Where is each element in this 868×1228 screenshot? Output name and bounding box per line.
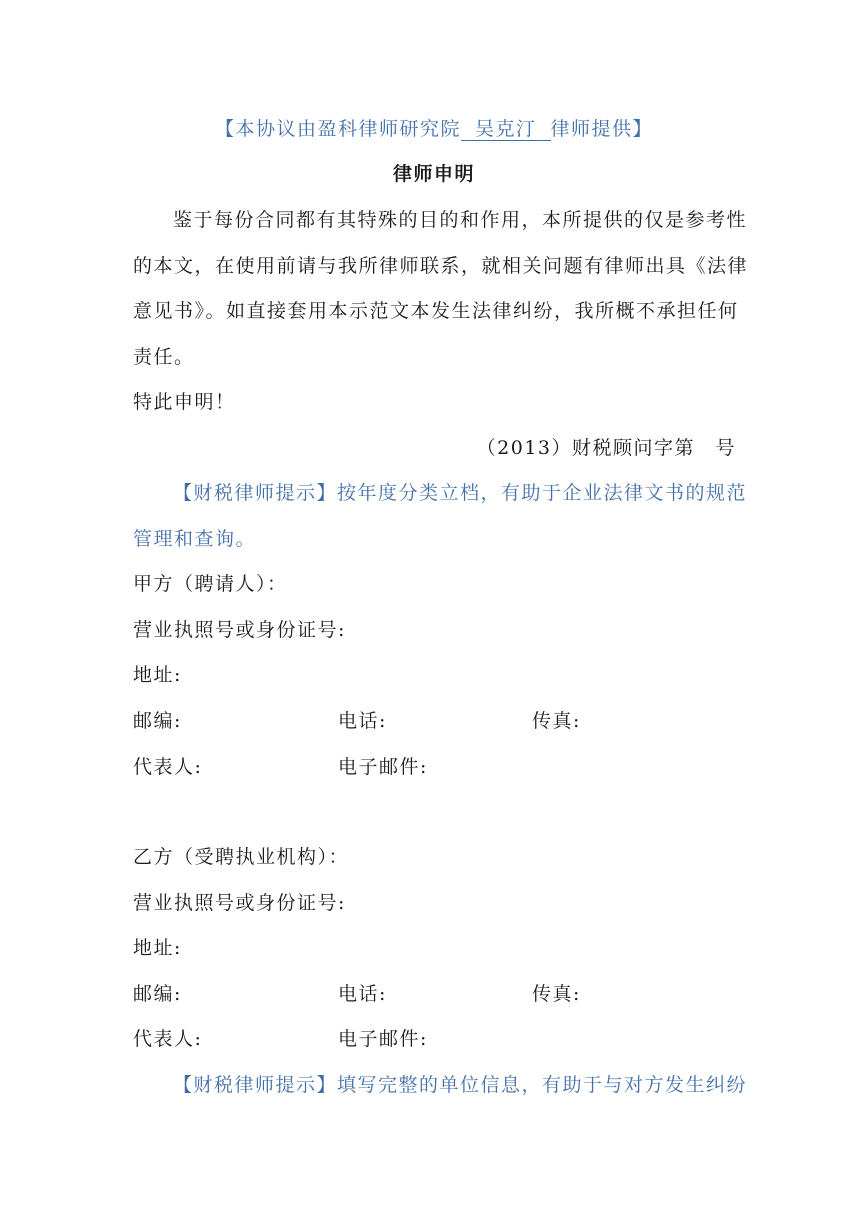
party-a-heading: 甲方（聘请人）： [133,573,288,595]
party-a-postcode: 邮编: [133,710,182,732]
party-b-email: 电子邮件: [338,1028,428,1050]
party-b-address: 地址: [133,937,182,959]
party-a-representative: 代表人: [133,756,203,778]
party-b-heading: 乙方（受聘执业机构）： [133,846,350,868]
party-b-phone: 电话: [338,983,387,1005]
tip-1-line-2: 管理和查询。 [133,528,257,550]
lawyer-name: 吴克汀 [461,118,551,141]
tip-2-line-1: 【财税律师提示】填写完整的单位信息，有助于与对方发生纠纷 [173,1074,748,1096]
statement-line-3: 意见书》。如直接套用本示范文本发生法律纠纷，我所概不承担任何 [133,300,739,322]
party-a-phone: 电话: [338,710,387,732]
statement-line-4: 责任。 [133,346,195,368]
header-prefix: 【本协议由盈科律师研究院 [214,118,461,140]
party-b-fax: 传真: [532,983,581,1005]
tip-1-line-1: 【财税律师提示】按年度分类立档，有助于企业法律文书的规范 [173,482,748,504]
header-suffix: 律师提供】 [550,118,654,140]
party-a-email: 电子邮件: [338,756,428,778]
page-title: 律师申明 [392,163,475,185]
party-b-license: 营业执照号或身份证号: [133,892,346,914]
party-b-postcode: 邮编: [133,983,182,1005]
party-b-rep-row [0,1027,868,1051]
statement-line-2: 的本文，在使用前请与我所律师联系，就相关问题有律师出具《法律 [133,255,749,277]
party-a-address: 地址: [133,664,182,686]
party-a-fax: 传真: [532,710,581,732]
party-a-contact-row [0,709,868,733]
statement-closing: 特此申明！ [133,391,236,413]
party-a-rep-row [0,755,868,779]
statement-line-1: 鉴于每份合同都有其特殊的目的和作用，本所提供的仅是参考性 [173,209,748,231]
party-a-license: 营业执照号或身份证号: [133,619,346,641]
document-number: （2013）财税顾问字第 号 [476,437,736,459]
provider-header [0,117,868,141]
party-b-representative: 代表人: [133,1028,203,1050]
party-b-contact-row [0,982,868,1006]
